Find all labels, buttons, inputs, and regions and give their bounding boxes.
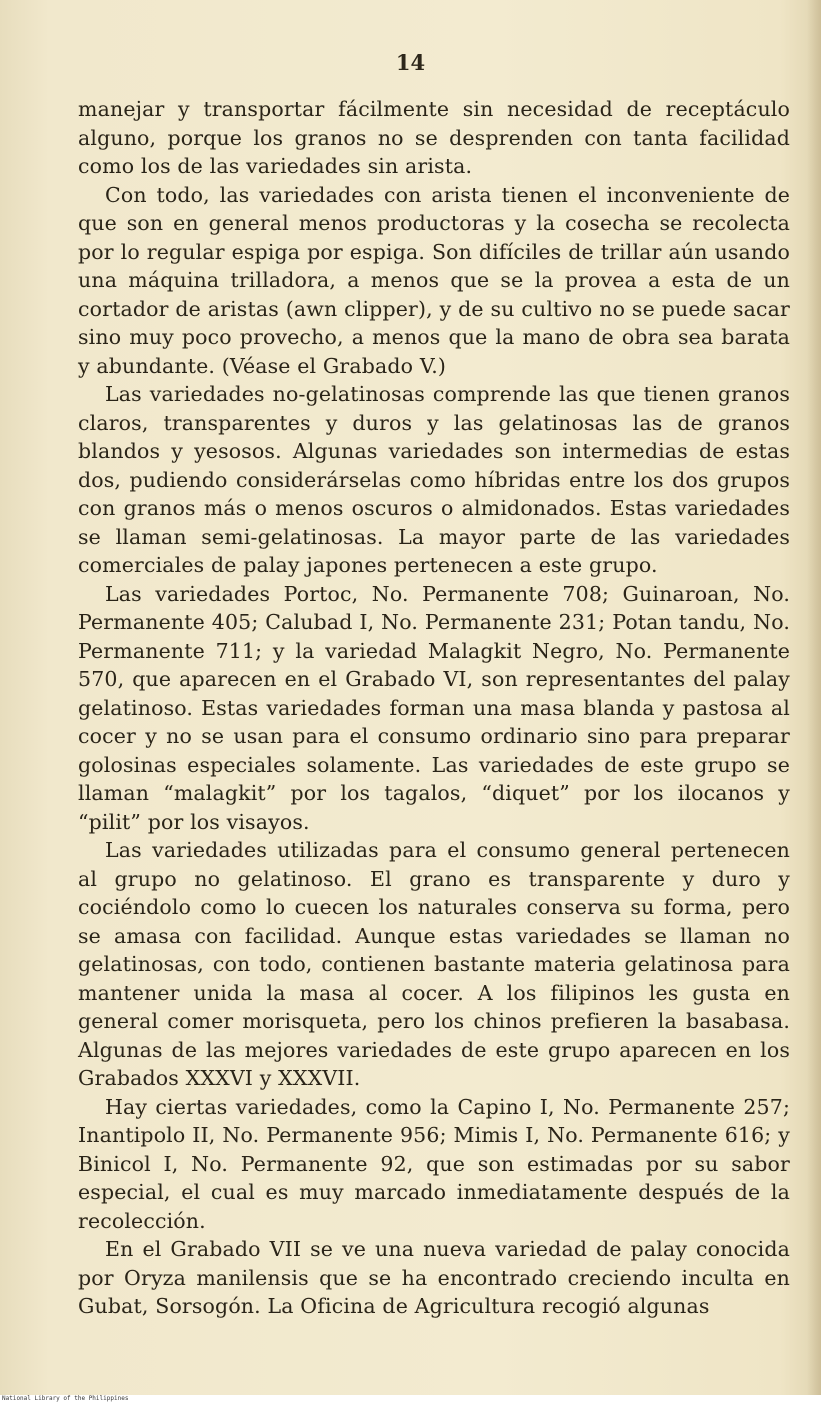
library-watermark: National Library of the Philippines xyxy=(2,1395,129,1402)
paragraph-continued: manejar y transportar fácilmente sin necesidad de receptáculo alguno, porque los granos no se desprenden con tanta facilidad como los de las variedades sin arista. xyxy=(78,97,790,178)
paragraph: Las variedades utilizadas para el consumo general pertenecen al grupo no gelatinoso. El grano es transparente y duro y cociéndolo como lo cuecen los naturales conserva su forma, pero se amasa con facilidad. Aunque estas variedades se llaman no gelatinosas, con todo, contienen bastante materia gelatinosa para mantener unida la masa al cocer. A los filipinos les gusta en general comer morisqueta, pero los chinos prefieren la basabasa. Algunas de las mejores variedades de este grupo aparecen en los Grabados XXXVI y XXXVII. xyxy=(78,838,790,1090)
paragraph: Las variedades Portoc, No. Permanente 708; Guinaroan, No. Permanente 405; Calubad I, No. Permanente 231; Potan tandu, No. Permanente 711; y la variedad Malagkit Negro, No. Permanente 570, que aparecen en el Grabado VI, son representantes del palay gelatinoso. Estas variedades forman una masa blanda y pastosa al cocer y no se usan para el consumo ordinario sino para preparar golosinas especiales solamente. Las variedades de este grupo se llaman “malagkit” por los tagalos, “diquet” por los ilocanos y “pilit” por los visayos. xyxy=(78,581,790,834)
page-number: 14 xyxy=(395,50,426,75)
paragraph: Hay ciertas variedades, como la Capino I, No. Permanente 257; Inantipolo II, No. Permanente 956; Mimis I, No. Permanente 616; y Binicol I, No. Permanente 92, que son estimadas por su sabor especial, el cual es muy marcado inmediatamente después de la recolección. xyxy=(78,1094,790,1233)
paragraph: Con todo, las variedades con arista tienen el inconveniente de que son en general menos productoras y la cosecha se recolecta por lo regular espiga por espiga. Son difíciles de trillar aún usando una máquina trilladora, a menos que se la provea a esta de un cortador de aristas (awn clipper), y de su cultivo no se puede sacar sino muy poco provecho, a menos que la mano de obra sea barata y abundante. (Véase el Grabado V.) xyxy=(78,182,790,378)
paragraph: En el Grabado VII se ve una nueva variedad de palay conocida por Oryza manilensis que se ha encontrado creciendo inculta en Gubat, Sorsogón. La Oficina de Agricultura recogió algunas xyxy=(78,1237,790,1318)
body-text xyxy=(78,95,790,1321)
paragraph: Las variedades no-gelatinosas comprende las que tienen granos claros, transparentes y duros y las gelatinosas las de granos blandos y yesosos. Algunas variedades son intermedias de estas dos, pudiendo considerárselas como híbridas entre los dos grupos con granos más o menos oscuros o almidonados. Estas variedades se llaman semi-gelatinosas. La mayor parte de las variedades comerciales de palay japones pertenecen a este grupo. xyxy=(78,382,790,577)
page-edge-shadow xyxy=(807,0,821,1395)
